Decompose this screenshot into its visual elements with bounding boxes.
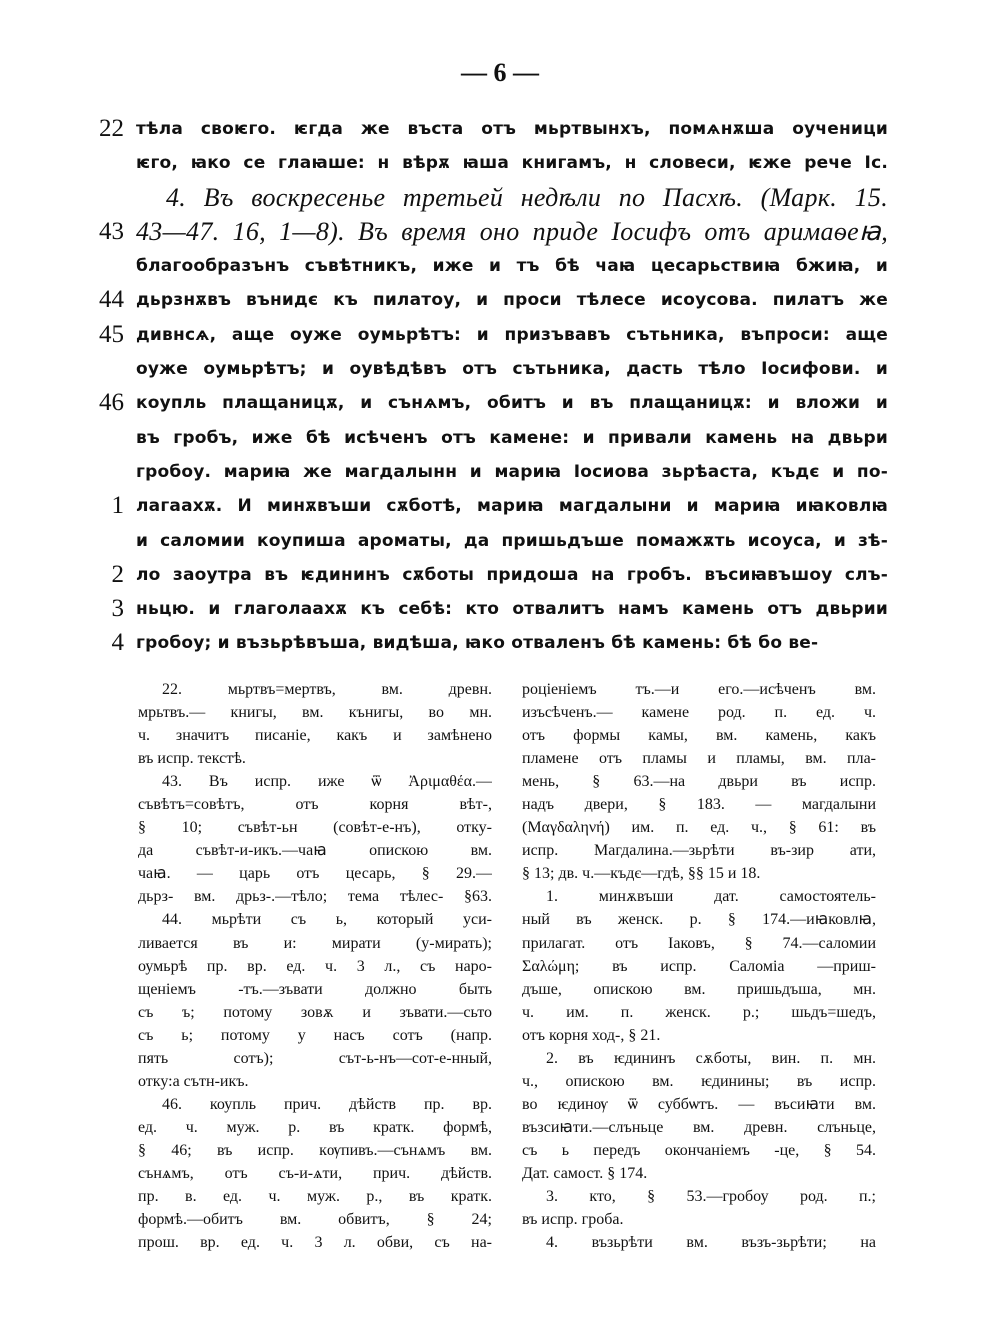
footnote-line: 22. мьртвъ=мертвъ, вм. древн. [162,681,492,698]
footnote-line: съ ь передъ окончаніемъ -це, § 54. [522,1141,876,1159]
footnote-line: мрьтвъ.— книгы, вм. кънигы, во мн. [138,704,492,722]
verse-number: 43 [99,217,124,245]
footnote-line: дъше, опискою вм. пришьдъша, мн. [522,980,876,998]
verse-number: 45 [99,320,124,348]
footnote-line: ч. им. п. женск. р.; шьдъ=шедъ, [522,1003,876,1021]
footnote-line: въ испр. текстѣ. [138,750,246,768]
footnote-line: Σαλώμη; въ испр. Саломіа —приш- [522,957,876,975]
section-heading-text: 43—47. 16, 1—8). Въ время оно приде Iосифъ отъ аримаѳеꙗ, [136,216,888,246]
footnote-line: надъ двери, § 183. — магдалыни [522,796,876,814]
footnote-line: (Μαγδαληνή) им. п. ед. ч., § 61: въ [522,819,876,837]
text-line [88,524,888,558]
text-line [88,181,888,215]
footnotes-left-column [138,678,492,1254]
verse-number: 44 [99,286,124,314]
scripture-line-text: гробоу; и възьрѣвъша, видѣша, ꙗко отваленъ бѣ камень: бѣ бо ве- [136,633,819,654]
text-line [88,215,888,249]
footnote-line: 1. минѫвъши дат. самостоятель- [546,888,876,906]
text-line [88,318,888,352]
text-line [88,455,888,489]
footnote-line: § 10; съвѣт-ьн (совѣт-е-нъ), отку- [138,819,492,837]
footnote-line: пять сотъ); сът-ь-нъ—сот-е-нный, [138,1049,492,1067]
footnote-line: пр. в. ед. ч. муж. р., въ кратк. [138,1188,492,1206]
verse-number: 3 [111,595,124,623]
footnote-line: съ ь; потому у насъ сотъ (напр. [138,1026,492,1044]
footnote-line: пламене отъ пламы и пламы, вм. пла- [522,750,876,768]
footnote-line: ед. ч. муж. р. въ кратк. формѣ, [138,1118,492,1136]
page-number: — 6 — [461,58,539,87]
scripture-line-text: коупль плащаницѫ, и сънѧмъ, обитъ и въ плащаницѫ: и вложи и [136,393,888,414]
text-line [88,489,888,523]
scripture-line-text: благообразънъ съвѣтникъ, иже и тъ бѣ чаꙗ цесарьствиꙗ бжиꙗ, и [136,256,888,277]
verse-number: 2 [111,560,124,588]
scripture-line-text: ло заоутра въ ѥдининъ сѫботы придоша на гробъ. въсиꙗвъшоу слъ- [136,564,888,585]
text-line [88,352,888,386]
scripture-line-text: лагаахѫ. И минѫвъши сѫботѣ, мариꙗ магдалыни и мариꙗ иꙗковлꙗ [136,496,888,517]
footnote-line: ч. значитъ писаніе, какъ и замѣнено [138,727,492,745]
text-line [88,626,888,660]
footnote-line: 46. коупль прич. дѣйств пр. вр. [162,1095,492,1113]
text-line [88,146,888,180]
footnote-line: оумьрѣ пр. вр. ед. ч. 3 л., съ наро- [138,957,492,975]
footnote-line: възсиꙗти.—слъньце вм. древн. слъньце, [522,1118,876,1136]
text-line [88,249,888,283]
scripture-line-text: ѥго, ꙗко се глаꙗше: н вѣрѫ ꙗша книгамъ, н словеси, ѥже рече Іс. [136,153,888,174]
footnote-line: во ѥдинѹ ѿ суббѡтъ. — въсиꙗти вм. [522,1095,876,1113]
footnote-line: Дат. самост. § 174. [522,1164,648,1182]
footnote-line: 2. въ ѥдининъ сѫботы, вин. п. мн. [546,1049,876,1067]
footnote-line: прилагат. отъ Iаковъ, § 74.—саломии [522,934,876,952]
verse-number: 4 [111,629,124,657]
footnote-line: щеніемъ -тъ.—зъвати должно быть [138,980,492,998]
verse-number: 46 [99,389,124,417]
footnote-line: ч., опискою вм. ѥдинины; въ испр. [522,1072,876,1090]
section-heading-text: 4. Въ воскресенье третьей недѣли по Пасхѣ. (Марк. 15. [166,182,888,212]
footnotes-right-column [522,678,876,1254]
footnote-line: отку:а сътн-икъ. [138,1072,249,1090]
footnote-line: ливается въ и: мирати (у-мирать); [138,934,492,952]
footnote-line: 43. Въ испр. иже ѿ Ἀριμαθέα.— [162,773,492,791]
footnote-line: отъ формы камы, вм. камень, какъ [522,727,876,745]
scripture-line-text: и саломии коупиша ароматы, да пришьдъше помажѫть исоуса, и зѣ- [136,530,888,551]
footnote-line: изъсѣченъ.— камене род. п. ед. ч. [522,704,876,722]
footnote-line: съвѣтъ=совѣтъ, отъ корня вѣт-, [138,796,492,814]
verse-number: 1 [111,492,124,520]
scripture-line-text: ньцю. и глаголаахѫ къ себѣ: кто отвалитъ намъ камень отъ двьрии [136,599,888,620]
footnote-line: въ испр. гроба. [522,1211,624,1229]
verse-number: 22 [99,115,124,142]
text-line [88,283,888,317]
text-line [88,386,888,420]
scripture-line-text: дивнсѧ, аще оуже оумьрѣтъ: и призъвавъ сътьника, въпроси: аще [136,324,888,345]
scripture-line-text: гробоу. мариꙗ же магдалынн и мариꙗ Iосиова зьрѣаста, къдє и по- [136,461,888,482]
footnote-line: дьрз- вм. дрьз-.—тѣло; тема тѣлес- §63. [138,888,492,906]
footnote-line: 44. мьрѣти съ ь, который уси- [162,911,492,929]
footnote-line: 4. възьрѣти вм. възъ-зьрѣти; на [546,1234,876,1252]
footnote-line: роціеніемъ тъ.—и его.—исѣченъ вм. [522,681,876,698]
footnote-line: ный въ женск. р. § 174.—иꙗковлꙗ, [522,911,876,929]
footnote-line: да съвѣт-и-икъ.—чаꙗ опискою вм. [138,842,492,860]
footnote-line: § 46; въ испр. кѹпивъ.—сънѧмъ вм. [138,1141,492,1159]
main-text-block [88,112,888,661]
footnote-line: сънѧмъ, отъ съ-и-ѧти, прич. дѣйств. [138,1164,492,1182]
scripture-line-text: оуже оумьрѣтъ; и оувѣдѣвъ отъ сътьника, дасть тѣло Iосифови. и [136,359,888,380]
footnote-line: отъ корня ход-, § 21. [522,1026,661,1044]
text-line [88,592,888,626]
scripture-line-text: тѣла своѥго. ѥгда же въста отъ мьртвынхъ, помѧнѫша оученици [136,119,888,139]
footnote-line: 3. кто, § 53.—гробоу род. п.; [546,1188,876,1206]
footnote-line: мень, § 63.—на двьри въ испр. [522,773,876,791]
text-line [88,558,888,592]
text-line [88,421,888,455]
scripture-line-text: дьрзнѫвъ вънидє къ пилатоу, и проси тѣлесе исоусова. пилатъ же [136,290,888,311]
footnote-line: чаꙗ. — царь отъ цесарь, § 29.— [138,865,492,883]
footnote-line: § 13; дв. ч.—къдє—гдѣ, §§ 15 и 18. [522,865,761,883]
footnote-line: испр. Магдалина.—зьрѣти въ-зир ати, [522,842,876,860]
text-line [88,112,888,146]
footnote-line: прош. вр. ед. ч. 3 л. обви, съ на- [138,1234,492,1252]
footnote-line: формѣ.—обитъ вм. обвитъ, § 24; [138,1211,492,1229]
footnote-line: съ ъ; потому зовѫ и зъвати.—сьто [138,1003,492,1021]
scripture-line-text: въ гробъ, иже бѣ исѣченъ отъ камене: и привали камень на двьри [136,427,888,448]
